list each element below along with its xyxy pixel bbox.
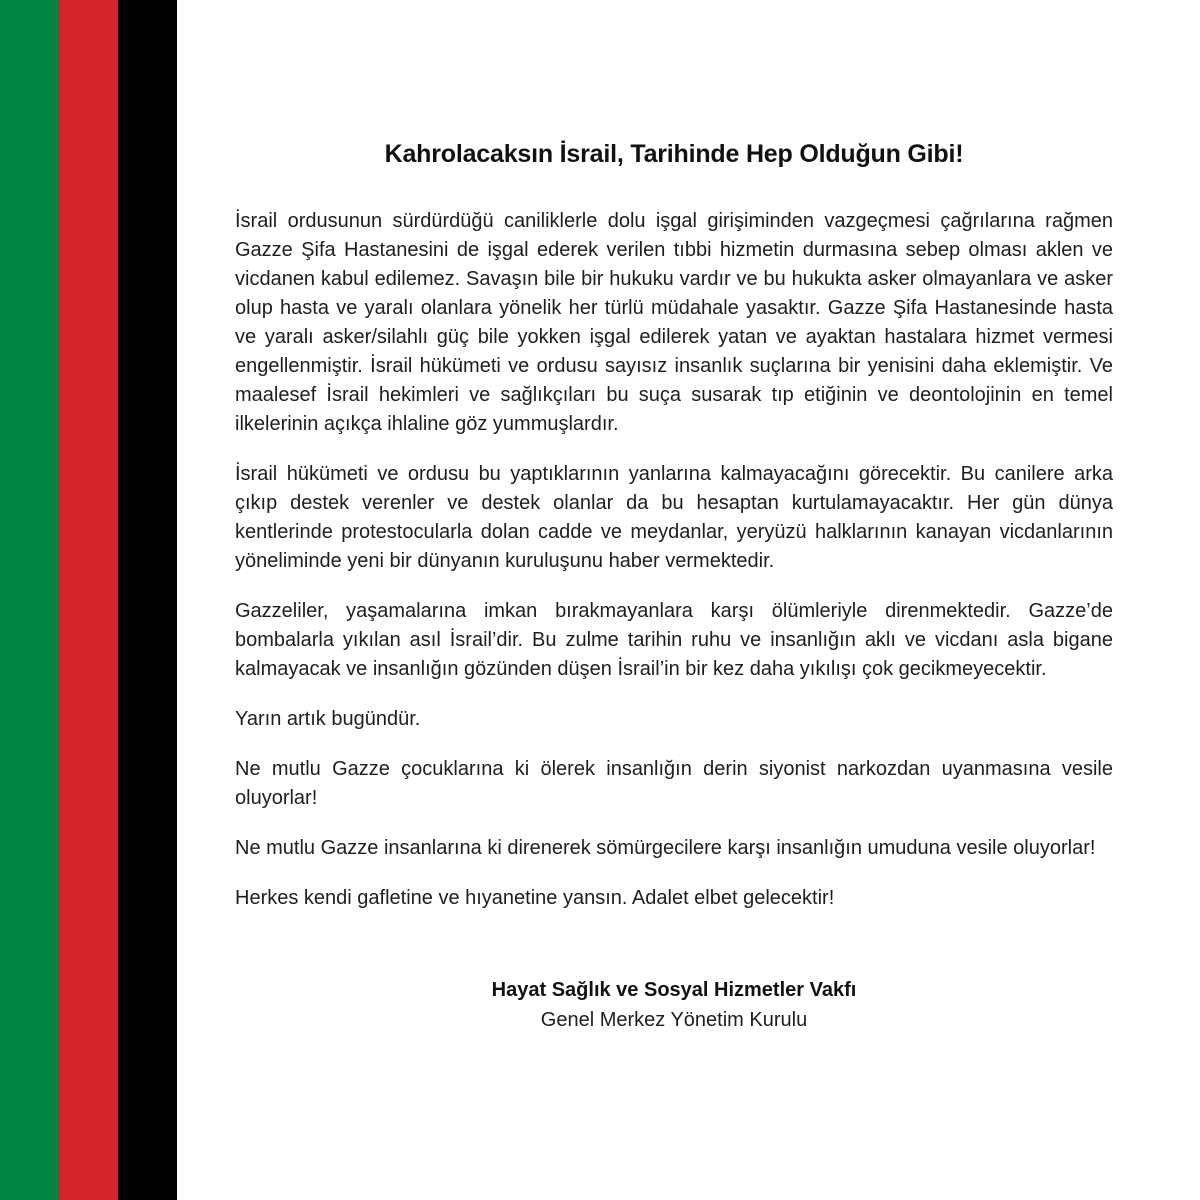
paragraph: Ne mutlu Gazze insanlarına ki direnerek sömürgecilere karşı insanlığın umuduna vesile oluyorlar! <box>235 837 1096 859</box>
paragraph: Ne mutlu Gazze çocuklarına ki ölerek insanlığın derin siyonist narkozdan uyanmasına vesile oluyorlar! <box>235 758 1113 809</box>
signature-organization: Hayat Sağlık ve Sosyal Hizmetler Vakfı <box>491 979 857 1001</box>
statement-body <box>235 140 1113 1035</box>
statement-title: Kahrolacaksın İsrail, Tarihinde Hep Olduğun Gibi! <box>384 140 964 168</box>
black-stripe <box>118 0 177 1200</box>
red-stripe <box>59 0 118 1200</box>
paragraph: Yarın artık bugündür. <box>235 708 421 730</box>
paragraph: İsrail hükümeti ve ordusu bu yaptıklarının yanlarına kalmayacağını görecektir. Bu canilere arka çıkıp destek verenler ve destek olanlar da bu hesaptan kurtulamayacaktır. Her gün dünya kentlerinde protestocularla dolan cadde ve meydanlar, yeryüzü halklarının kanayan vicdanlarının yöneliminde yeni bir dünyanın kuruluşunu haber vermektedir. <box>235 463 1113 572</box>
signature-board: Genel Merkez Yönetim Kurulu <box>540 1009 808 1031</box>
paragraph: Herkes kendi gafletine ve hıyanetine yansın. Adalet elbet gelecektir! <box>235 887 835 909</box>
flag-stripes <box>0 0 177 1200</box>
signature-block <box>235 975 1113 1035</box>
paragraph: İsrail ordusunun sürdürdüğü caniliklerle dolu işgal girişiminden vazgeçmesi çağrılarına rağmen Gazze Şifa Hastanesini de işgal ederek verilen tıbbi hizmetin durmasına sebep olması aklen ve vicdanen kabul edilemez. Savaşın bile bir hukuku vardır ve bu hukukta asker olmayanlara ve asker olup hasta ve yaralı olanlara yönelik her türlü müdahale yasaktır. Gazze Şifa Hastanesinde hasta ve yaralı asker/silahlı güç bile yokken işgal edilerek yatan ve ayaktan hastalara hizmet vermesi engellenmiştir. İsrail hükümeti ve ordusu sayısız insanlık suçlarına bir yenisini daha eklemiştir. Ve maalesef İsrail hekimleri ve sağlıkçıları bu suça susarak tıp etiğinin ve deontolojinin en temel ilkelerinin açıkça ihlaline göz yummuşlardır. <box>235 210 1113 435</box>
green-stripe <box>0 0 59 1200</box>
paragraph: Gazzeliler, yaşamalarına imkan bırakmayanlara karşı ölümleriyle direnmektedir. Gazze’de bombalarla yıkılan asıl İsrail’dir. Bu zulme tarihin ruhu ve insanlığın aklı ve vicdanı asla bigane kalmayacak ve insanlığın gözünden düşen İsrail’in bir kez daha yıkılışı çok gecikmeyecektir. <box>235 600 1113 680</box>
